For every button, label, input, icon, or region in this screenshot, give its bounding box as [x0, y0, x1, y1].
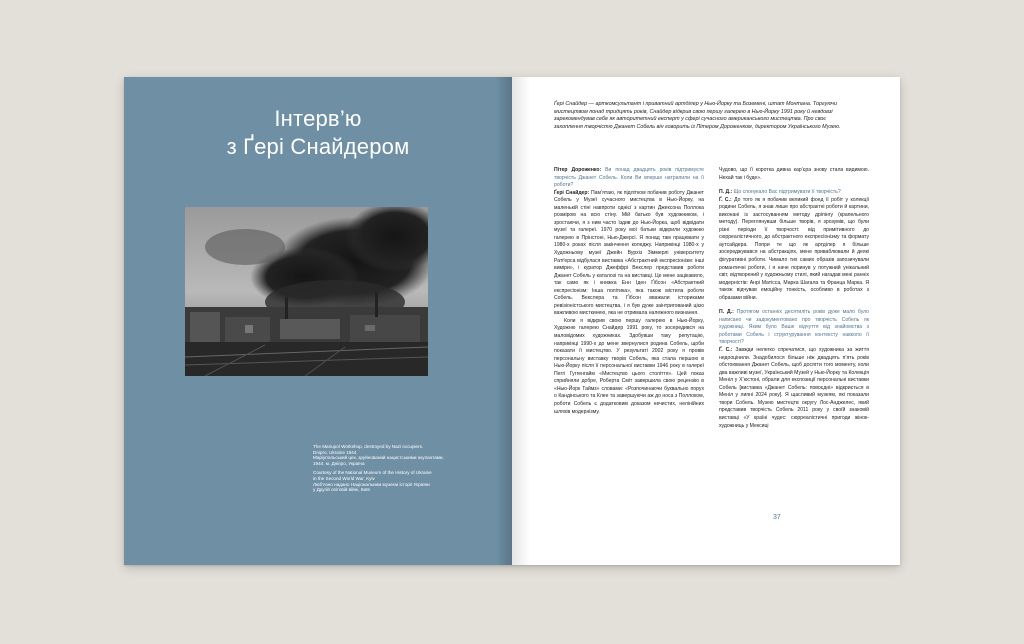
- book-spread: [124, 77, 900, 565]
- speaker-label: Ґері Снайдер:: [554, 189, 590, 196]
- credit-uk-2: у Другій світовій війні, Київ: [313, 487, 370, 493]
- answer-text: Пам’ятаю, як підлітком побачив роботу Джанет Собель у Музеї сучасного мистецтва в Нью-Йорку, на маленькій стіні навпроти однієї з картин Джексона Поллока розміром на всю стіну. Мій батько був художником, і зростаючи, я з ним часто їздив до Нью-Йорка, щоб відвідати музеї та галереї. 1970 року мої батьки відкрили художню галерею в Прінстоні, Нью-Джерсі. Я понад там працювати у 1980-х роках після закінчення коледжу. Наприкінці 1980-х у Художньому музеї Джейн Вурхіз Зіммерлі університету Ратґерса відбулася виставка «Абстрактний експресіонізм: інші виміри», і куратор Джеффрі Векслер представив роботи Джанет Собель у каталозі та на виставці. Це мене зацікавило, так само як і книжка Енн Іден Ґібсон «Абстрактний експресіонізм: Інша політика», яка також містила роботи Собель. Векслера та Ґібсон вважали істориками ревізіоністського мистецтва, і я був дуже заінтригований цією важливою мисткинею, яка не отримала належного визнання.: [554, 189, 704, 317]
- answer-text: Чудово, що її коротка дивна кар’єра знову стала видимою. Нехай так і буде».: [719, 167, 869, 181]
- credit-en-1: Courtesy of the National Museum of the History of Ukraine: [313, 470, 432, 476]
- credit-uk-1: Люб’язно надано Національним музеєм історії України: [313, 481, 430, 487]
- answer-text: Завжди нелегко спречатися, що художника за життя недооцінили. Знадобилося більше ніж двадцять п’ять років обстоювання Джанет Собель, щоб досягти того моменту, коли два важливі музеї, Український Музей у Нью-Йорку та Колекція Меніл у Х’юстоні, обрали для експозиції персональні виставки Собель [виставка «Джанет Собель: повоєдні» відкриється в Меніл у липні 2024 року]. Я щасливий музеям, які показали твори Собель. Музею мистецтв округу Лос-Анджелес, який представив творчість Собель 2011 року у своїй знаковій виставці «У країні чудес: сюрреалістичні пригоди жінок-художниць у Мексиці: [719, 347, 869, 429]
- answer-text: Коли я відкрив свою першу галерею в Нью-Йорку, Художню галерею Снайдер 1991 року, то зосередився на маловідомих художниках. Здобувши таку репутацію, наприкінці 1990-х до мене звернулися родина Собель, щоби показати її мистецтво. У результаті 2002 року я провів персональну виставку творів Собель, яка стала першою в Нью-Йорку після її персональної виставки 1946 року в галереї Пеггі Гуггенгайм «Мистецтво цього століття». Цей показ сприйняли добре, Роберта Сміт завершила свою рецензію в «Нью-Йорк Таймз» словами: «Розпочинаючи буквально порух о Кандінського та Клее та завершуючи аж до носа з Поллоком, роботи Собель є додатковим доказом нечистих, нелінійних шляхів модернізму.: [554, 317, 704, 415]
- right-page: [512, 77, 900, 565]
- speaker-label: П. Д.:: [719, 309, 734, 316]
- caption-uk-2: 1944. м. Дніпро, Україна: [313, 460, 365, 466]
- speaker-label: Ґ. С.:: [719, 347, 733, 354]
- text-column-1: [554, 167, 704, 416]
- left-page: [124, 77, 512, 565]
- speaker-label: П. Д.:: [719, 189, 733, 196]
- question-text: Протягом останніх десятиліть років дуже мало було написано чи задокументовано про творчість Собель як художниці. Яким було Ваше відчуття від знайомства з роботами Собель і структурування контексту навколо її творчості?: [719, 309, 870, 346]
- speaker-label: Пітер Дороженко:: [554, 167, 602, 173]
- page-title: [124, 105, 512, 161]
- title-line-1: Інтерв’ю: [274, 106, 362, 131]
- photo-caption: [313, 444, 478, 493]
- gutter-shadow: [512, 77, 530, 565]
- intro-paragraph: Ґері Снайдер — арткомсультант і приватний артділер у Нью-Йорку та Боземені, штат Монтана. Торгуючи мистецтвом понад тридцять років, Снайдер відкрив свою першу галерею в Нью-Йорку 1991 року й невдовзі зарекомендував себе як авторитетний експерт у сфері сучасного американського мистецтва. Про своє захоплення творчістю Джанет Собель він говорить із Пітером Дороженком, директором Українського Музею.: [554, 101, 841, 130]
- text-column-2: [719, 167, 869, 430]
- answer-text: До того як я побачив великий фонд її робіт у колекції родини Собель, я знав лише про абстрактні роботи й картини, виконані із застосуванням методу дріпінгу (крапельного методу). Переглянувши більше творів, я зрозумів, що були різні періоди її творчості: від примітивного до сюрреалістичного, до абстрактного експресіонізму та формату аутсайдера. Попри те що як артділер я більше зосереджувався на абстракціях, мене приваблювали й деякі фігуративні роботи. Чимало тих самих образів запозичували романтичні роботи, і я наче поринув у потужний унікальний світ, відтворений у художньому стилі, який нагадав мені ранніх модерністів: Анрі Матісса, Марка Шагала та Франца Марка. Я також відчував емоційну тонкість, особливо в роботах з образами війни.: [719, 196, 869, 301]
- speaker-label: Ґ. С.:: [719, 196, 732, 203]
- caption-en-1: The Mariupol Workshop, destroyed by Nazi occupiers.: [313, 444, 424, 449]
- gutter-shadow: [496, 77, 512, 565]
- page-number: 37: [773, 514, 781, 521]
- credit-en-2: in the Second World War, Kyiv: [313, 475, 375, 481]
- title-line-2: з Ґері Снайдером: [226, 134, 410, 159]
- caption-en-2: Dnipro, Ukraine 1944: [313, 449, 357, 455]
- caption-uk-1: Маріупольський цех, зруйнований нацистськими окупантами.: [313, 455, 444, 461]
- archival-photo: [185, 207, 428, 376]
- question-text: Ви понад двадцять років підтримуєте творчість Джанет Собель. Коли Ви вперше натрапили на її роботи?: [554, 167, 704, 189]
- question-text: Що спонукало Вас підтримувати її творчість?: [733, 189, 841, 196]
